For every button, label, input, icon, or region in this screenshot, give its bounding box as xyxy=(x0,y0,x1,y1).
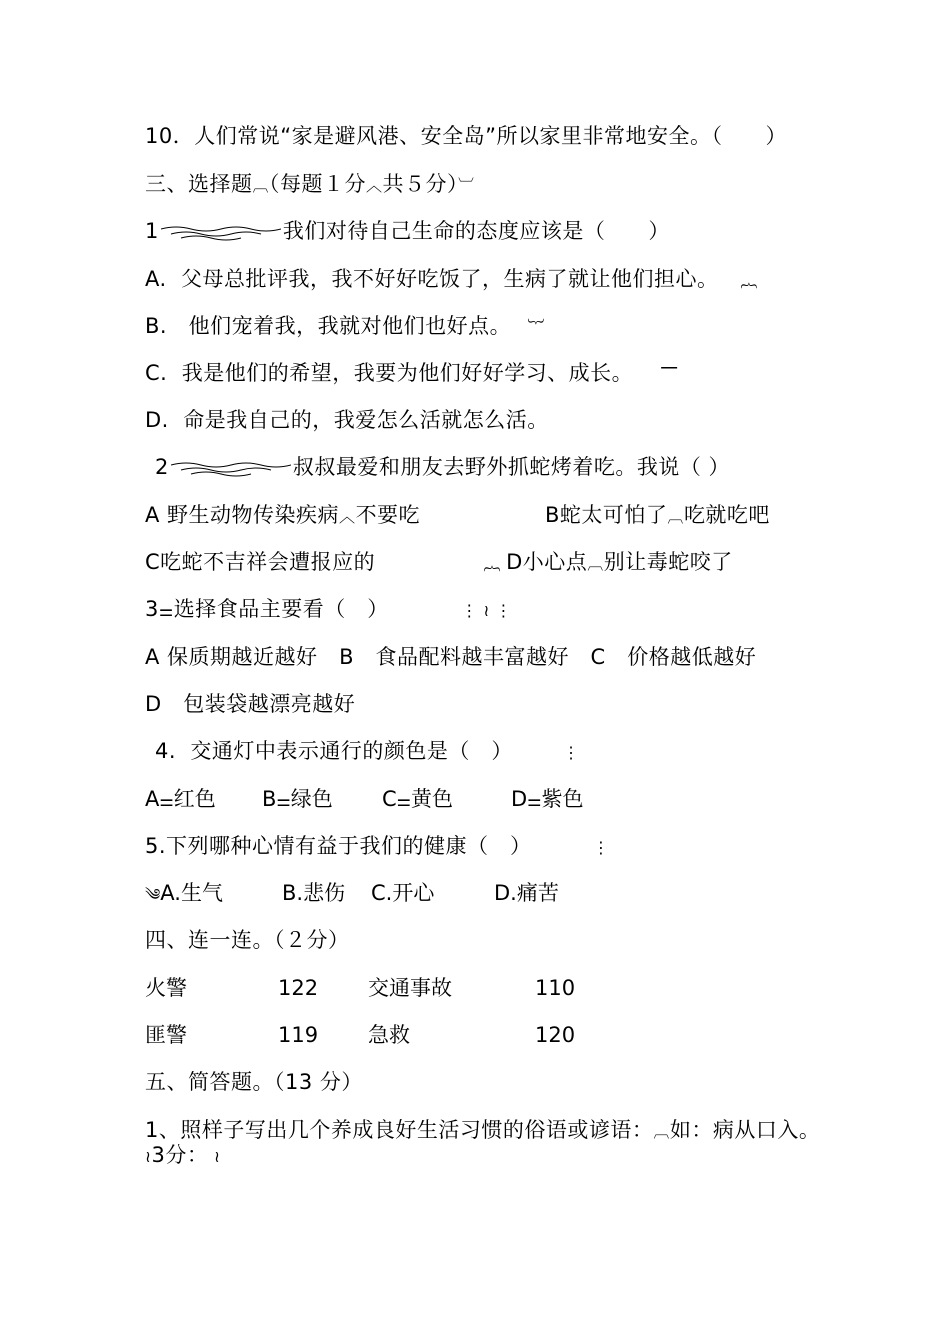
option-letter: D xyxy=(511,787,528,811)
match-left-1: 火警 xyxy=(145,976,187,1000)
option-text: A 野生动物传染疾病 xyxy=(145,503,340,527)
match-num-4: 120 xyxy=(535,1023,576,1047)
option-text: B. 他们宠着我，我就对他们也好点。 xyxy=(145,314,512,338)
option-text: 绿色 xyxy=(290,787,333,811)
option-1c xyxy=(145,359,678,389)
stray-mark: ⚌ xyxy=(396,791,412,810)
section-3-heading xyxy=(145,170,475,200)
question-5-1 xyxy=(145,1116,820,1146)
option-letter: C xyxy=(382,787,397,811)
wavy-line-icon xyxy=(161,222,281,242)
stray-mark: ⚌ xyxy=(158,601,174,620)
stray-mark: ≀ xyxy=(145,1147,152,1166)
stray-mark: ︿ xyxy=(339,507,356,526)
question-number: 1 xyxy=(145,219,159,243)
section-4-heading: 四、连一连。（２分） xyxy=(145,928,350,952)
stray-mark: ︹ xyxy=(587,554,604,573)
match-right-1: 交通事故 xyxy=(368,976,452,1000)
question-3-3 xyxy=(145,595,512,625)
question-text: 叔叔最爱和朋友去野外抓蛇烤着吃。我说（ ） xyxy=(292,455,731,479)
option-3d: D 包装袋越漂亮越好 xyxy=(145,692,356,716)
question-text: 4. 交通灯中表示通行的颜色是（ ） xyxy=(155,739,513,763)
question-3-2 xyxy=(155,453,730,481)
section-3-score: （每题１分 xyxy=(269,172,367,196)
option-4c xyxy=(382,785,453,815)
question-number: 2 xyxy=(155,455,169,479)
option-letter: B xyxy=(262,787,277,811)
option-5b: B.悲伤 xyxy=(282,881,346,905)
option-text: 紫色 xyxy=(541,787,584,811)
stray-mark: ⚌ xyxy=(159,791,174,810)
option-1a xyxy=(145,265,757,295)
stray-mark: ≀ xyxy=(208,1147,221,1166)
option-5d: D.痛苦 xyxy=(494,881,559,905)
option-5c: C.开心 xyxy=(371,881,435,905)
section-3-total: 共５分） xyxy=(382,172,459,196)
option-text: 吃就吃吧 xyxy=(683,503,770,527)
question-3-1 xyxy=(145,217,670,245)
question-10: 10．人们常说“家是避风港、安全岛”所以家里非常地安全。（ ） xyxy=(145,124,787,148)
option-text: D小心点 xyxy=(506,550,588,574)
wavy-line-icon xyxy=(171,458,291,478)
match-right-2: 急救 xyxy=(368,1023,410,1047)
stray-mark: ⚌ xyxy=(276,791,291,810)
stray-mark: ⋮ ≀ ⋮ xyxy=(388,601,513,620)
question-text: 选择食品主要看（ ） xyxy=(173,597,389,621)
stray-mark: ︹ xyxy=(252,176,270,195)
option-text: 红色 xyxy=(173,787,216,811)
question-text: 1、照样子写出几个养成良好生活习惯的俗语或谚语： xyxy=(145,1118,654,1142)
option-text: 黄色 xyxy=(411,787,454,811)
question-5-1-score xyxy=(145,1141,220,1171)
stray-mark: ⋮ xyxy=(531,838,610,857)
stray-mark: ︿ xyxy=(366,176,383,195)
option-2c: C吃蛇不吉祥会遭报应的 xyxy=(145,550,376,574)
option-text: A. 父母总批评我，我不好好吃饭了，生病了就让他们担心。 xyxy=(145,267,719,291)
stray-mark: ⚌ xyxy=(527,791,542,810)
option-5a xyxy=(145,879,223,909)
stray-mark: ︸ xyxy=(511,318,545,337)
option-text: B蛇太可怕了 xyxy=(545,503,668,527)
stray-mark: ︹ xyxy=(653,1122,670,1141)
question-text: 5.下列哪种心情有益于我们的健康（ ） xyxy=(145,834,532,858)
question-3-5 xyxy=(145,832,610,862)
match-num-2: 110 xyxy=(535,976,576,1000)
option-1b xyxy=(145,312,544,342)
question-text: 我们对待自己生命的态度应该是（ ） xyxy=(282,219,670,243)
option-text: C. 我是他们的希望，我要为他们好好学习、成长。 xyxy=(145,361,634,385)
stray-mark: ︷ xyxy=(718,271,758,290)
option-2a xyxy=(145,501,420,531)
question-number: 3 xyxy=(145,597,159,621)
option-2d xyxy=(484,548,733,578)
squiggle-icon: ༄ xyxy=(145,885,161,904)
question-3-4 xyxy=(155,737,580,767)
option-2b xyxy=(545,501,770,531)
stray-mark: ︺ xyxy=(458,176,475,195)
match-num-3: 119 xyxy=(278,1023,319,1047)
option-4a xyxy=(145,785,216,815)
match-left-2: 匪警 xyxy=(145,1023,187,1047)
option-1d: D. 命是我自己的，我爱怎么活就怎么活。 xyxy=(145,408,549,432)
score-text: 3分： xyxy=(151,1143,209,1167)
section-3-title: 三、选择题 xyxy=(145,172,253,196)
option-4b xyxy=(262,785,333,815)
question-text: 如：病从口入。 xyxy=(669,1118,821,1142)
option-text: 不要吃 xyxy=(355,503,421,527)
stray-mark: ⋮ xyxy=(512,743,580,762)
options-3: A 保质期越近越好 B 食品配料越丰富越好 C 价格越低越好 xyxy=(145,645,757,669)
section-5-heading: 五、简答题。（13 分） xyxy=(145,1070,363,1094)
option-letter: A xyxy=(145,787,160,811)
option-text: 别让毒蛇咬了 xyxy=(603,550,733,574)
option-text: A.生气 xyxy=(160,881,223,905)
stray-mark: ︷ xyxy=(484,554,507,573)
stray-mark: ⎺ xyxy=(633,365,678,384)
option-4d xyxy=(511,785,584,815)
match-num-1: 122 xyxy=(278,976,319,1000)
stray-mark: ︹ xyxy=(667,507,684,526)
